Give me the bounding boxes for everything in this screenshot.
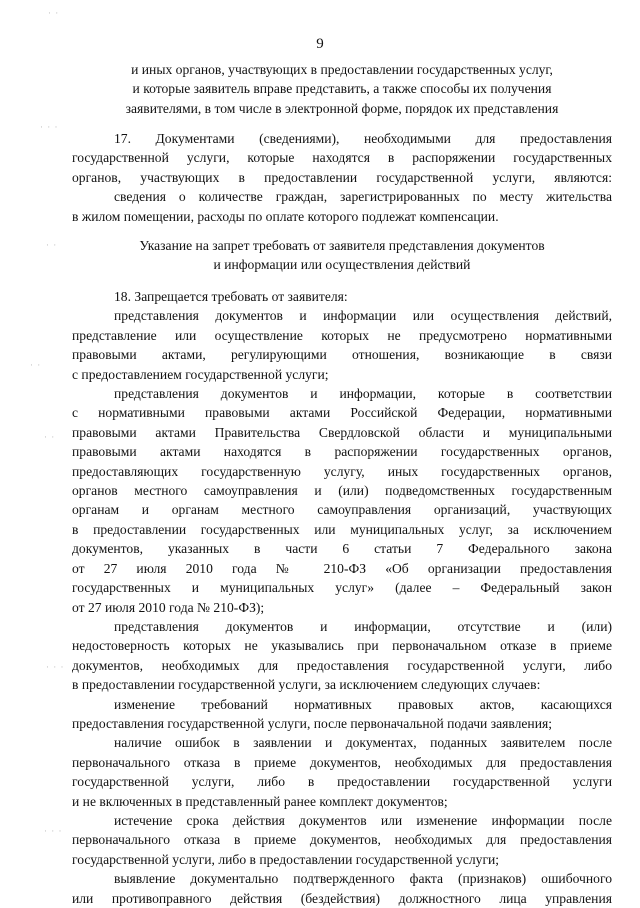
section-heading-documents: [72, 60, 612, 118]
text-line: государственной услуги, либо в предоставлении государственной услуги: [72, 774, 612, 790]
heading-line: и информации или осуществления действий: [213, 257, 471, 273]
scan-speck: · · ·: [44, 826, 63, 836]
page-number: 9: [316, 36, 324, 52]
heading-line: заявителями, в том числе в электронной форме, порядок их представления: [125, 100, 559, 116]
text-line: государственных и муниципальных услуг» (далее – Федеральный закон: [72, 580, 612, 596]
text-line: представление или осуществление которых не предусмотрено нормативными: [72, 327, 612, 343]
text-line: органам и органам местного самоуправления организаций, участвующих: [72, 502, 612, 518]
scan-speck: · ·: [44, 432, 56, 442]
text-line: правовыми актами находятся в распоряжении государственных органов,: [72, 444, 612, 460]
text-line: наличие ошибок в заявлении и документах, поданных заявителем после: [114, 735, 612, 751]
text-line: правовыми актами, регулирующими отношения, возникающие в связи: [72, 347, 612, 363]
text-line: от 27 июля 2010 года № 210-ФЗ);: [72, 599, 265, 615]
scan-speck: · ·: [46, 240, 58, 250]
scan-speck: · · ·: [46, 662, 65, 672]
text-line: и не включенных в представленный ранее комплект документов;: [72, 793, 448, 809]
text-line: или противоправного действия (бездействия) должностного лица управления: [72, 890, 612, 906]
text-line: 17. Документами (сведениями), необходимыми для предоставления: [114, 131, 612, 146]
text-line: в предоставлении государственных или муниципальных услуг, за исключением: [72, 521, 612, 537]
text-line: в предоставлении государственной услуги, за исключением следующих случаев:: [72, 677, 541, 693]
heading-line: и которые заявитель вправе представить, а также способы их получения: [132, 81, 552, 97]
text-line: правовыми актами Правительства Свердловской области и муниципальными: [72, 424, 612, 440]
scan-speck: · · ·: [40, 122, 59, 132]
text-line: представления документов и информации, отсутствие и (или): [114, 618, 612, 634]
heading-line: Указание на запрет требовать от заявителя представления документов: [139, 238, 545, 253]
text-line: от 27 июля 2010 года № 210-ФЗ «Об организации предоставления: [72, 560, 612, 576]
text-line: 18. Запрещается требовать от заявителя:: [114, 289, 348, 304]
text-line: предоставления государственной услуги, после первоначальной подачи заявления;: [72, 715, 553, 731]
section-heading-prohibition: [72, 236, 612, 275]
text-line: органов, участвующих в предоставлении государственной услуги, являются:: [72, 169, 612, 185]
scan-speck: · ·: [30, 360, 42, 370]
text-line: представления документов и информации или осуществления действий,: [114, 308, 612, 324]
text-line: государственной услуги, которые находятся в распоряжении государственных: [72, 150, 612, 166]
paragraph-18: [72, 287, 612, 908]
text-line: документов, необходимых для предоставления государственной услуги, либо: [72, 657, 612, 673]
text-line: государственной услуги, либо в предоставлении государственной услуги;: [72, 851, 500, 867]
text-line: первоначального отказа в приеме документов, необходимых для предоставления: [72, 832, 612, 848]
text-line: документов, указанных в части 6 статьи 7 Федерального закона: [72, 541, 612, 557]
paragraph-17: [72, 129, 612, 226]
text-line: первоначального отказа в приеме документов, необходимых для предоставления: [72, 754, 612, 770]
text-line: недостоверность которых не указывались при первоначальном отказе в приеме: [72, 638, 612, 654]
text-line: представления документов и информации, которые в соответствии: [114, 386, 612, 402]
text-line: в жилом помещении, расходы по оплате которого подлежат компенсации.: [72, 208, 499, 224]
text-line: истечение срока действия документов или изменение информации после: [114, 812, 612, 828]
text-line: предоставляющих государственную услугу, иных государственных органов,: [72, 463, 612, 479]
text-line: изменение требований нормативных правовых актов, касающихся: [114, 696, 612, 712]
text-line: органов местного самоуправления и (или) подведомственных государственным: [72, 483, 612, 499]
heading-line: и иных органов, участвующих в предоставлении государственных услуг,: [131, 62, 553, 77]
text-line: сведения о количестве граждан, зарегистрированных по месту жительства: [114, 189, 612, 205]
text-line: выявление документально подтвержденного факта (признаков) ошибочного: [114, 871, 612, 887]
text-line: с предоставлением государственной услуги;: [72, 366, 329, 382]
text-line: с нормативными правовыми актами Российской Федерации, нормативными: [72, 405, 612, 421]
scan-speck: · ·: [48, 8, 60, 18]
